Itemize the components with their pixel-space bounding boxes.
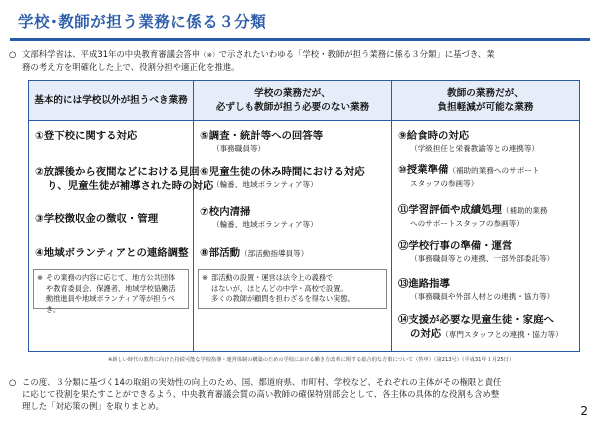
- column-header-line: 負担軽減が可能な業務: [437, 101, 534, 113]
- note-box: [33, 269, 189, 314]
- task-item: [398, 277, 575, 302]
- task-item: [35, 212, 189, 226]
- task-sub: （事務職員等との連携、一部外部委託等）: [410, 254, 555, 263]
- task-title-text: ⑪学習評価や成績処理: [398, 204, 502, 216]
- task-title: [398, 203, 575, 218]
- task-item: [398, 129, 575, 154]
- task-title: ⑥児童生徒の休み時間における対応: [200, 166, 365, 178]
- task-title-cont: [398, 327, 575, 342]
- task-title: ⑤調査・統計等への回答等: [200, 130, 324, 142]
- note-line: や教育委員会、保護者、地域学校協働活: [46, 283, 176, 293]
- column-school-non-teacher: [194, 81, 392, 351]
- task-title-cont: り、児童生徒が補導された時の対応: [47, 180, 214, 192]
- task-sub-inline: （専門スタッフとの連携・協力等）: [441, 330, 563, 339]
- task-item: [398, 163, 575, 189]
- note-line: 部活動の設置・運営は法令上の義務で: [211, 273, 334, 282]
- note-mark: ※: [37, 273, 44, 282]
- column-header: [194, 81, 391, 121]
- task-item: [35, 165, 214, 193]
- task-title: ②放課後から夜間などにおける見回: [35, 166, 200, 178]
- intro-note-ref: （※）: [200, 51, 219, 59]
- note-mark: ※: [202, 273, 209, 282]
- task-sub: （事務職員等）: [212, 144, 266, 153]
- task-title: [200, 246, 387, 261]
- bottom-bullet: ○: [9, 377, 17, 387]
- task-title: ⑭支援が必要な児童生徒・家庭へ: [398, 314, 554, 326]
- bottom-text-line: 理した「対応策の例」を取りまとめ。: [22, 401, 165, 411]
- task-title: ④地域ボランティアとの連絡調整: [35, 247, 189, 259]
- column-header-line: 教師の業務だが、: [447, 87, 524, 99]
- task-sub-inline: （部活動指導員等）: [239, 249, 309, 258]
- task-title: [398, 163, 575, 178]
- task-item: [398, 203, 575, 229]
- note-box: [198, 269, 387, 309]
- task-item: [35, 246, 189, 260]
- note-line: はないが、ほとんどの中学・高校で設置。: [211, 283, 348, 293]
- task-item: [200, 246, 387, 261]
- title-underline: [10, 38, 590, 41]
- column-header-line: 学校の業務だが、: [254, 87, 331, 99]
- note-line: 多くの教師が顧問を担わざるを得ない実態。: [211, 294, 355, 303]
- three-category-table: [28, 80, 580, 352]
- task-title-text: の対応: [410, 328, 442, 340]
- task-title-text: ⑧部活動: [200, 247, 240, 259]
- intro-bullet: ○: [9, 49, 17, 59]
- bottom-text-line: に応じて役割を果たすことができるよう、中央教育審議会質の高い教師の確保特別部会として、各主体の具体的な役割も含め整: [22, 389, 500, 399]
- task-title: ⑫学校行事の準備・運営: [398, 240, 513, 252]
- intro-paragraph: [9, 48, 582, 73]
- task-item: [200, 205, 387, 230]
- column-teacher-reducible: [392, 81, 579, 351]
- task-title: ⑬進路指導: [398, 278, 450, 290]
- column-header-line: 必ずしも教師が担う必要のない業務: [215, 101, 370, 113]
- note-line: 動推進員や地域ボランティア等が担うべき。: [46, 294, 175, 314]
- task-title: ③学校徴収金の徴収・管理: [35, 213, 159, 225]
- page-title: 学校･教師が担う業務に係る３分類: [18, 13, 267, 31]
- task-item: [200, 165, 387, 190]
- footnote: ※新しい時代の教育に向けた持続可能な学校指導・運営体制の構築のための学校における働き方改革に関する総合的な方策について（答申）（第213号）（平成31年１月25日）: [108, 357, 515, 363]
- task-title: ⑨給食時の対応: [398, 130, 470, 142]
- task-sub: （学級担任と栄養教諭等との連携等）: [410, 144, 540, 153]
- intro-text-line2: 務の考え方を明確化した上で、役割分担や適正化を推進。: [22, 62, 240, 72]
- task-item: [35, 129, 189, 143]
- page-number: 2: [580, 404, 588, 418]
- task-item: [398, 239, 575, 264]
- intro-text-b: で示されたいわゆる「学校・教師が担う業務に係る３分類」に基づき、業: [218, 49, 495, 59]
- task-sub-inline: （補助的業務へのサポート: [448, 166, 540, 175]
- column-outside-school: [29, 81, 214, 351]
- task-sub: （輪番、地域ボランティア等）: [212, 180, 318, 189]
- column-header-line: 基本的には学校以外が担うべき業務: [34, 94, 188, 106]
- column-header: [392, 81, 579, 121]
- task-sub: スタッフの参画等）: [410, 179, 479, 188]
- task-sub: （事務職員や外部人材との連携・協力等）: [410, 292, 555, 301]
- column-header: [29, 81, 193, 121]
- task-sub: へのサポートスタッフの参画等）: [410, 219, 524, 228]
- bottom-paragraph: [9, 376, 567, 412]
- task-sub-inline: （補助的業務: [501, 206, 548, 215]
- task-sub: （輪番、地域ボランティア等）: [212, 220, 318, 229]
- task-item: [200, 129, 387, 154]
- note-line: その業務の内容に応じて、地方公共団体: [46, 273, 176, 282]
- intro-text-a: 文部科学省は、平成31年の中央教育審議会答申: [22, 49, 201, 59]
- task-item: [398, 313, 575, 342]
- task-title: ⑦校内清掃: [200, 206, 251, 218]
- task-title: ①登下校に関する対応: [35, 130, 138, 142]
- task-title-text: ⑩授業準備: [398, 164, 449, 176]
- bottom-text-line: この度、３分類に基づく14の取組の実効性の向上のため、国、都道府県、市町村、学校など、それぞれの主体がその権限と責任: [22, 377, 502, 387]
